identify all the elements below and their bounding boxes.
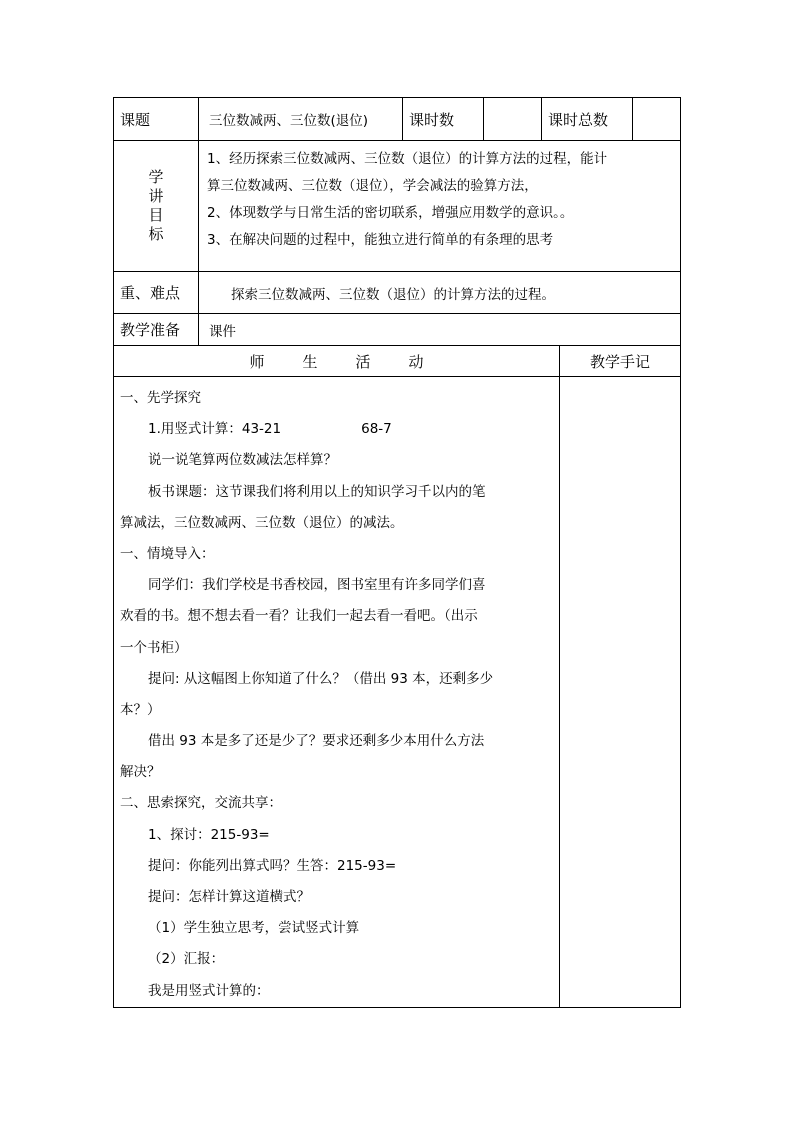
goals-label-char: 标 [148,225,164,243]
activity-line: 说一说笔算两位数减法怎样算？ [148,452,337,469]
activity-line [120,414,555,445]
hours-value [484,98,542,141]
activity-heading [114,346,560,377]
calc-item: 68-7 [361,421,392,438]
activity-header-row [114,346,681,377]
activity-line: 1、探讨：215-93= [148,826,270,843]
activity-heading-char: 活 [355,352,371,371]
prep-label: 教学准备 [114,314,199,346]
activity-line: 一、情境导入： [120,545,215,562]
activity-heading-char: 动 [408,352,424,371]
goals-content [199,141,681,272]
activity-line: 提问：怎样计算这道横式？ [148,889,310,905]
activity-line: （1）学生独立思考，尝试竖式计算 [148,920,360,937]
topic-value: 三位数减两、三位数(退位) [199,98,403,141]
activity-line: 提问：你能列出算式吗？生答：215-93= [148,857,397,874]
goals-label [114,141,199,272]
activity-line: 解决？ [120,764,161,781]
topic-row [114,98,681,141]
goals-label-char: 目 [148,206,164,224]
activity-heading-char: 师 [249,352,265,371]
activity-line: 同学们：我们学校是书香校园，图书室里有许多同学们喜 [148,577,486,594]
goals-label-char: 讲 [148,187,164,205]
activity-line: 本？） [120,701,161,718]
hours-label: 课时数 [403,98,484,141]
activity-line: 提问: 从这幅图上你知道了什么？（借出 93 本，还剩多少 [148,670,494,687]
prep-row [114,314,681,346]
notes-heading: 教学手记 [560,346,681,377]
calc-item: 1.用竖式计算：43-21 [148,421,282,438]
total-hours-value [633,98,681,141]
activity-line: 借出 93 本是多了还是少了？要求还剩多少本用什么方法 [148,733,485,750]
activity-line: 算减法，三位数减两、三位数（退位）的减法。 [120,514,404,531]
activity-line: 我是用竖式计算的： [148,982,270,999]
activity-line: 一、先学探究 [120,390,201,406]
key-points-label: 重、难点 [114,272,199,314]
activity-line: 二、思索探究，交流共享： [120,795,282,812]
activity-content [114,377,560,1008]
activity-line: （2）汇报： [148,951,225,968]
activity-body-row [114,377,681,1008]
goals-label-char: 学 [148,168,164,186]
activity-heading-char: 生 [302,352,318,371]
topic-label: 课题 [114,98,199,141]
goal-line: 3、在解决问题的过程中，能独立进行简单的有条理的思考 [207,232,554,248]
lesson-plan-table [113,97,681,1008]
key-points-row [114,272,681,314]
activity-line: 欢看的书。想不想去看一看？让我们一起去看一看吧。（出示 [120,608,478,625]
goal-line: 算三位数减两、三位数（退位），学会减法的验算方法， [207,178,538,194]
key-points-text: 探索三位数减两、三位数（退位）的计算方法的过程。 [199,272,681,314]
goal-line: 1、经历探索三位数减两、三位数（退位）的计算方法的过程，能计 [207,151,608,167]
activity-line: 板书课题：这节课我们将利用以上的知识学习千以内的笔 [148,483,486,500]
goal-line: 2、体现数学与日常生活的密切联系，增强应用数学的意识。。 [207,205,574,221]
goals-row [114,141,681,272]
teaching-notes-area [560,377,681,1008]
activity-line: 一个书柜） [120,639,188,656]
total-hours-label: 课时总数 [542,98,633,141]
prep-text: 课件 [199,314,681,346]
